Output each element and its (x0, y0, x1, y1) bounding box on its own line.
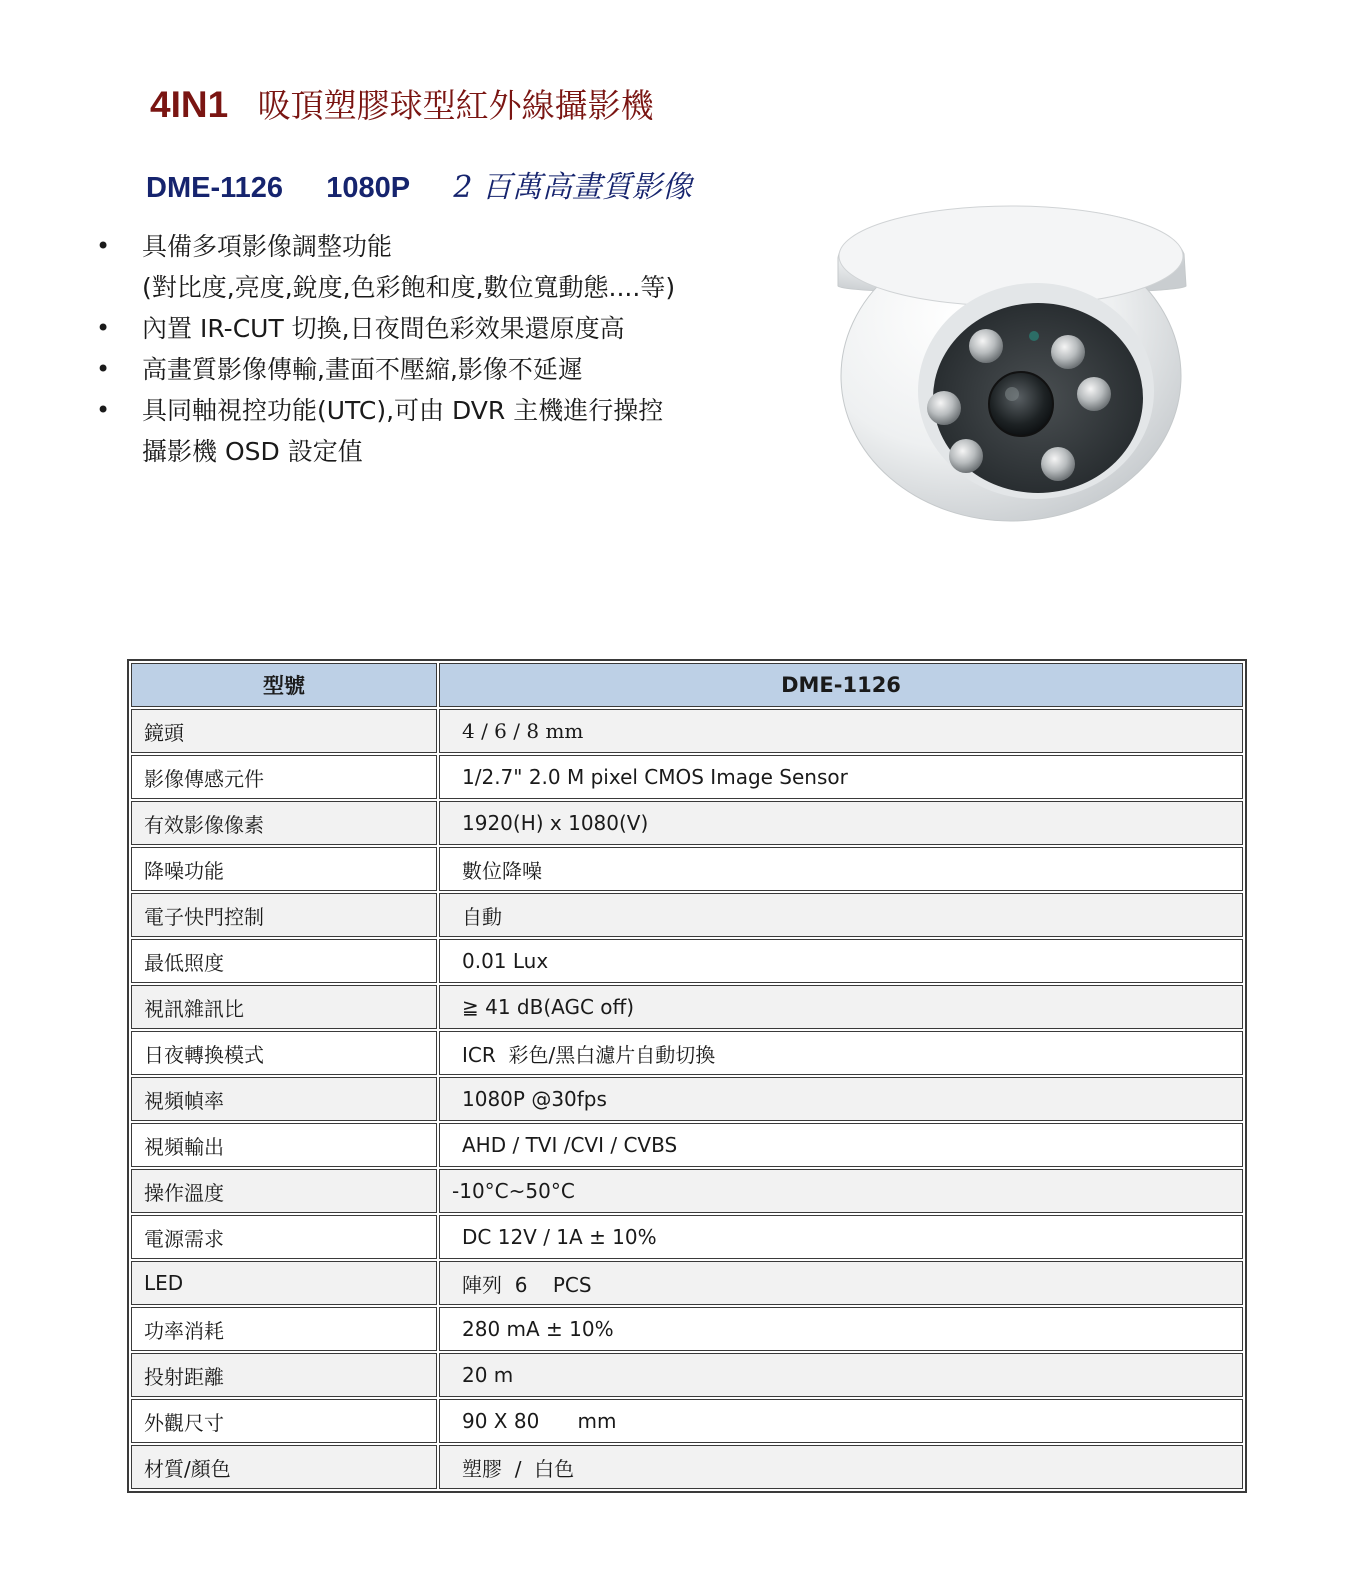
spec-value: 90 X 80 mm (439, 1399, 1243, 1443)
spec-key: 操作溫度 (131, 1169, 437, 1213)
table-row (131, 1215, 1243, 1259)
table-row (131, 1445, 1243, 1489)
table-row (131, 1169, 1243, 1213)
spec-value: -10°C~50°C (439, 1169, 1243, 1213)
spec-key: 電源需求 (131, 1215, 437, 1259)
spec-key: 有效影像像素 (131, 801, 437, 845)
spec-key: 降噪功能 (131, 847, 437, 891)
bullet-icon: • (96, 355, 111, 383)
spec-key: 影像傳感元件 (131, 755, 437, 799)
spec-value: 1/2.7" 2.0 M pixel CMOS Image Sensor (439, 755, 1243, 799)
spec-value: 塑膠 / 白色 (439, 1445, 1243, 1489)
spec-key: 視頻輸出 (131, 1123, 437, 1167)
spec-value: 自動 (439, 893, 1243, 937)
table-row (131, 985, 1243, 1029)
subtitle-model: DME-1126 (146, 172, 284, 204)
bullet-icon: • (96, 396, 111, 424)
feature-item (96, 308, 776, 349)
table-row (131, 1399, 1243, 1443)
spec-key: 最低照度 (131, 939, 437, 983)
spec-value: AHD / TVI /CVI / CVBS (439, 1123, 1243, 1167)
subtitle-resolution: 1080P (326, 172, 411, 204)
feature-text: 內置 IR-CUT 切換,日夜間色彩效果還原度高 (142, 314, 625, 343)
table-row (131, 801, 1243, 845)
spec-key: 鏡頭 (131, 709, 437, 753)
table-row (131, 755, 1243, 799)
feature-text-detail: 攝影機 OSD 設定值 (142, 437, 363, 466)
feature-list (96, 226, 776, 472)
spec-key: 電子快門控制 (131, 893, 437, 937)
spec-table (127, 659, 1247, 1493)
table-row (131, 1261, 1243, 1305)
feature-item (96, 390, 776, 472)
spec-key: 外觀尺寸 (131, 1399, 437, 1443)
feature-text-detail: (對比度,亮度,銳度,色彩飽和度,數位寬動態....等) (142, 273, 676, 302)
feature-text: 具同軸視控功能(UTC),可由 DVR 主機進行操控 (142, 396, 664, 425)
spec-key: 日夜轉換模式 (131, 1031, 437, 1075)
spec-key: 投射距離 (131, 1353, 437, 1397)
spec-value: 280 mA ± 10% (439, 1307, 1243, 1351)
table-row (131, 847, 1243, 891)
feature-text: 具備多項影像調整功能 (142, 232, 393, 261)
page-subtitle (146, 162, 692, 206)
table-row (131, 1077, 1243, 1121)
spec-value: 4 / 6 / 8 mm (439, 709, 1243, 753)
spec-value: 1920(H) x 1080(V) (439, 801, 1243, 845)
feature-item (96, 349, 776, 390)
spec-key: 視頻幀率 (131, 1077, 437, 1121)
header-value: DME-1126 (439, 663, 1243, 707)
page-title (150, 80, 654, 127)
table-row (131, 709, 1243, 753)
table-row (131, 939, 1243, 983)
subtitle-description: 2 百萬高畫質影像 (453, 170, 692, 205)
product-name: 吸頂塑膠球型紅外線攝影機 (257, 86, 654, 125)
spec-key: 材質/顏色 (131, 1445, 437, 1489)
model-tag: 4IN1 (150, 84, 229, 125)
spec-value: 0.01 Lux (439, 939, 1243, 983)
table-row (131, 1353, 1243, 1397)
table-header-row (131, 663, 1243, 707)
spec-value: 數位降噪 (439, 847, 1243, 891)
spec-key: 視訊雜訊比 (131, 985, 437, 1029)
bullet-icon: • (96, 314, 111, 342)
spec-key: LED (131, 1261, 437, 1305)
bullet-icon: • (96, 232, 111, 260)
spec-value: ICR 彩色/黑白濾片自動切換 (439, 1031, 1243, 1075)
table-row (131, 1123, 1243, 1167)
table-row (131, 893, 1243, 937)
spec-value: 陣列 6 PCS (439, 1261, 1243, 1305)
feature-item (96, 226, 776, 308)
dome-camera-icon (826, 176, 1196, 526)
spec-value: DC 12V / 1A ± 10% (439, 1215, 1243, 1259)
feature-text: 高畫質影像傳輸,畫面不壓縮,影像不延遲 (142, 355, 583, 384)
table-row (131, 1031, 1243, 1075)
table-row (131, 1307, 1243, 1351)
spec-value: 20 m (439, 1353, 1243, 1397)
spec-key: 功率消耗 (131, 1307, 437, 1351)
spec-value: 1080P @30fps (439, 1077, 1243, 1121)
spec-value: ≧ 41 dB(AGC off) (439, 985, 1243, 1029)
header-key: 型號 (131, 663, 437, 707)
